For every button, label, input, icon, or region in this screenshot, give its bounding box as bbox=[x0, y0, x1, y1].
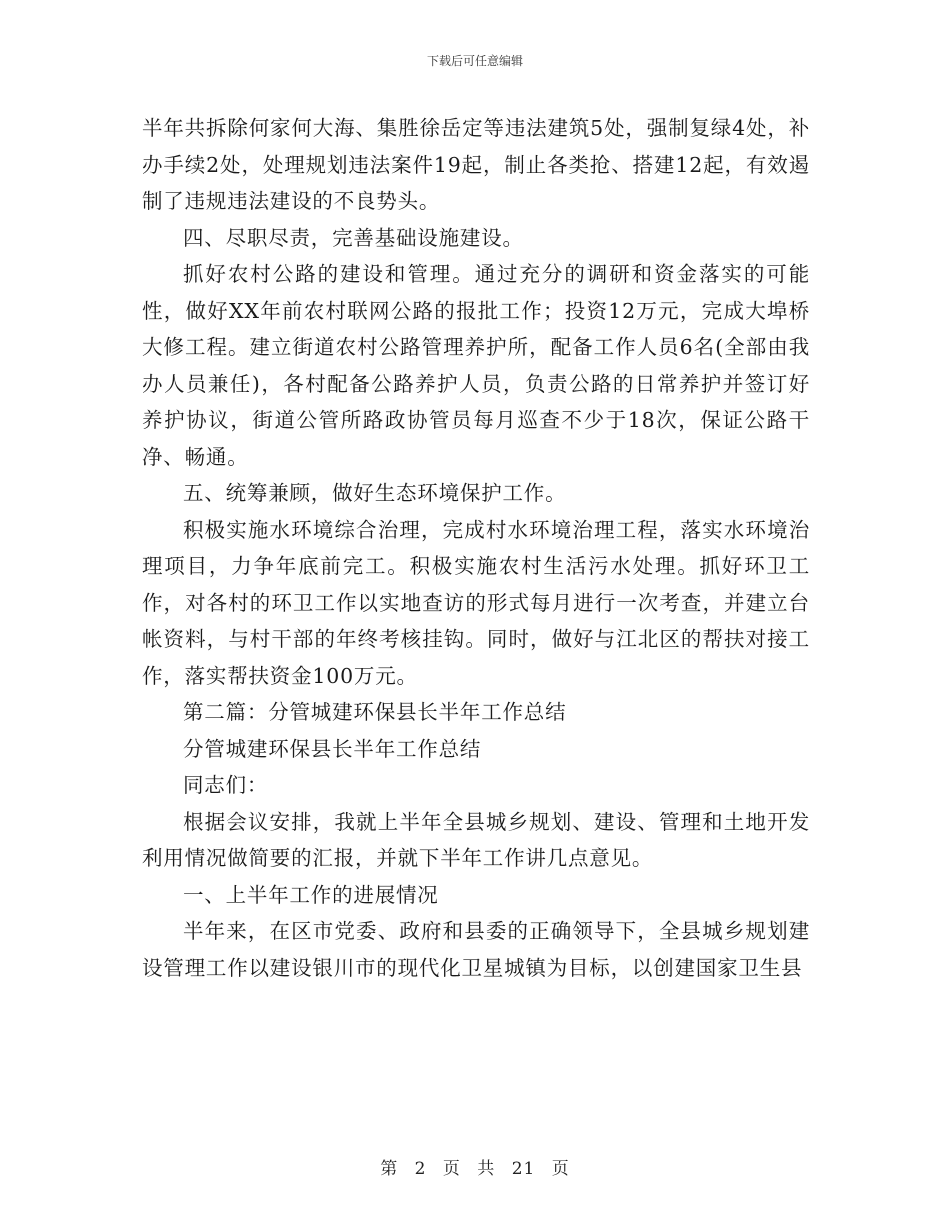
chapter-title: 第二篇：分管城建环保县长半年工作总结 bbox=[183, 700, 567, 724]
page-label-suffix: 页 bbox=[551, 1159, 570, 1179]
paragraph-roads: 抓好农村公路的建设和管理。通过充分的调研和资金落实的可能性，做好XX年前农村联网公路的报批工作；投资12万元，完成大埠桥大修工程。建立街道农村公路管理养护所，配备工作人员6名(全部由我办人员兼任)，各村配备公路养护人员，负责公路的日常养护并签订好养护协议，街道公管所路政协管员每月巡查不少于18次，保证公路干净、畅通。 bbox=[142, 262, 810, 469]
section-heading-1: 一、上半年工作的进展情况 bbox=[183, 882, 439, 907]
page-label-prefix: 第 bbox=[380, 1159, 399, 1179]
page-label-total: 共 bbox=[477, 1159, 496, 1179]
document-body bbox=[142, 110, 810, 986]
page-total: 21 bbox=[511, 1159, 536, 1179]
header-note: 下载后可任意编辑 bbox=[426, 54, 523, 68]
paragraph-intro: 根据会议安排，我就上半年全县城乡规划、建设、管理和土地开发利用情况做简要的汇报，并就下半年工作讲几点意见。 bbox=[142, 809, 810, 870]
page-footer bbox=[0, 1154, 950, 1179]
section-heading-5: 五、统筹兼顾，做好生态环境保护工作。 bbox=[183, 481, 567, 505]
section-heading-4: 四、尽职尽责，完善基础设施建设。 bbox=[183, 225, 524, 250]
salutation: 同志们： bbox=[183, 773, 269, 797]
document-title: 分管城建环保县长半年工作总结 bbox=[183, 736, 482, 761]
page-label-mid: 页 bbox=[442, 1159, 461, 1179]
paragraph-continuation: 半年共拆除何家何大海、集胜徐岳定等违法建筑5处，强制复绿4处，补办手续2处，处理规划违法案件19起，制止各类抢、搭建12起，有效遏制了违规违法建设的不良势头。 bbox=[142, 116, 810, 213]
paragraph-environment: 积极实施水环境综合治理，完成村水环境治理工程，落实水环境治理项目，力争年底前完工。积极实施农村生活污水处理。抓好环卫工作，对各村的环卫工作以实地查访的形式每月进行一次考查，并建立台帐资料，与村干部的年终考核挂钩。同时，做好与江北区的帮扶对接工作，落实帮扶资金100万元。 bbox=[142, 517, 810, 688]
paragraph-progress: 半年来，在区市党委、政府和县委的正确领导下，全县城乡规划建设管理工作以建设银川市的现代化卫星城镇为目标，以创建国家卫生县 bbox=[142, 919, 810, 980]
page-current: 2 bbox=[414, 1159, 427, 1179]
